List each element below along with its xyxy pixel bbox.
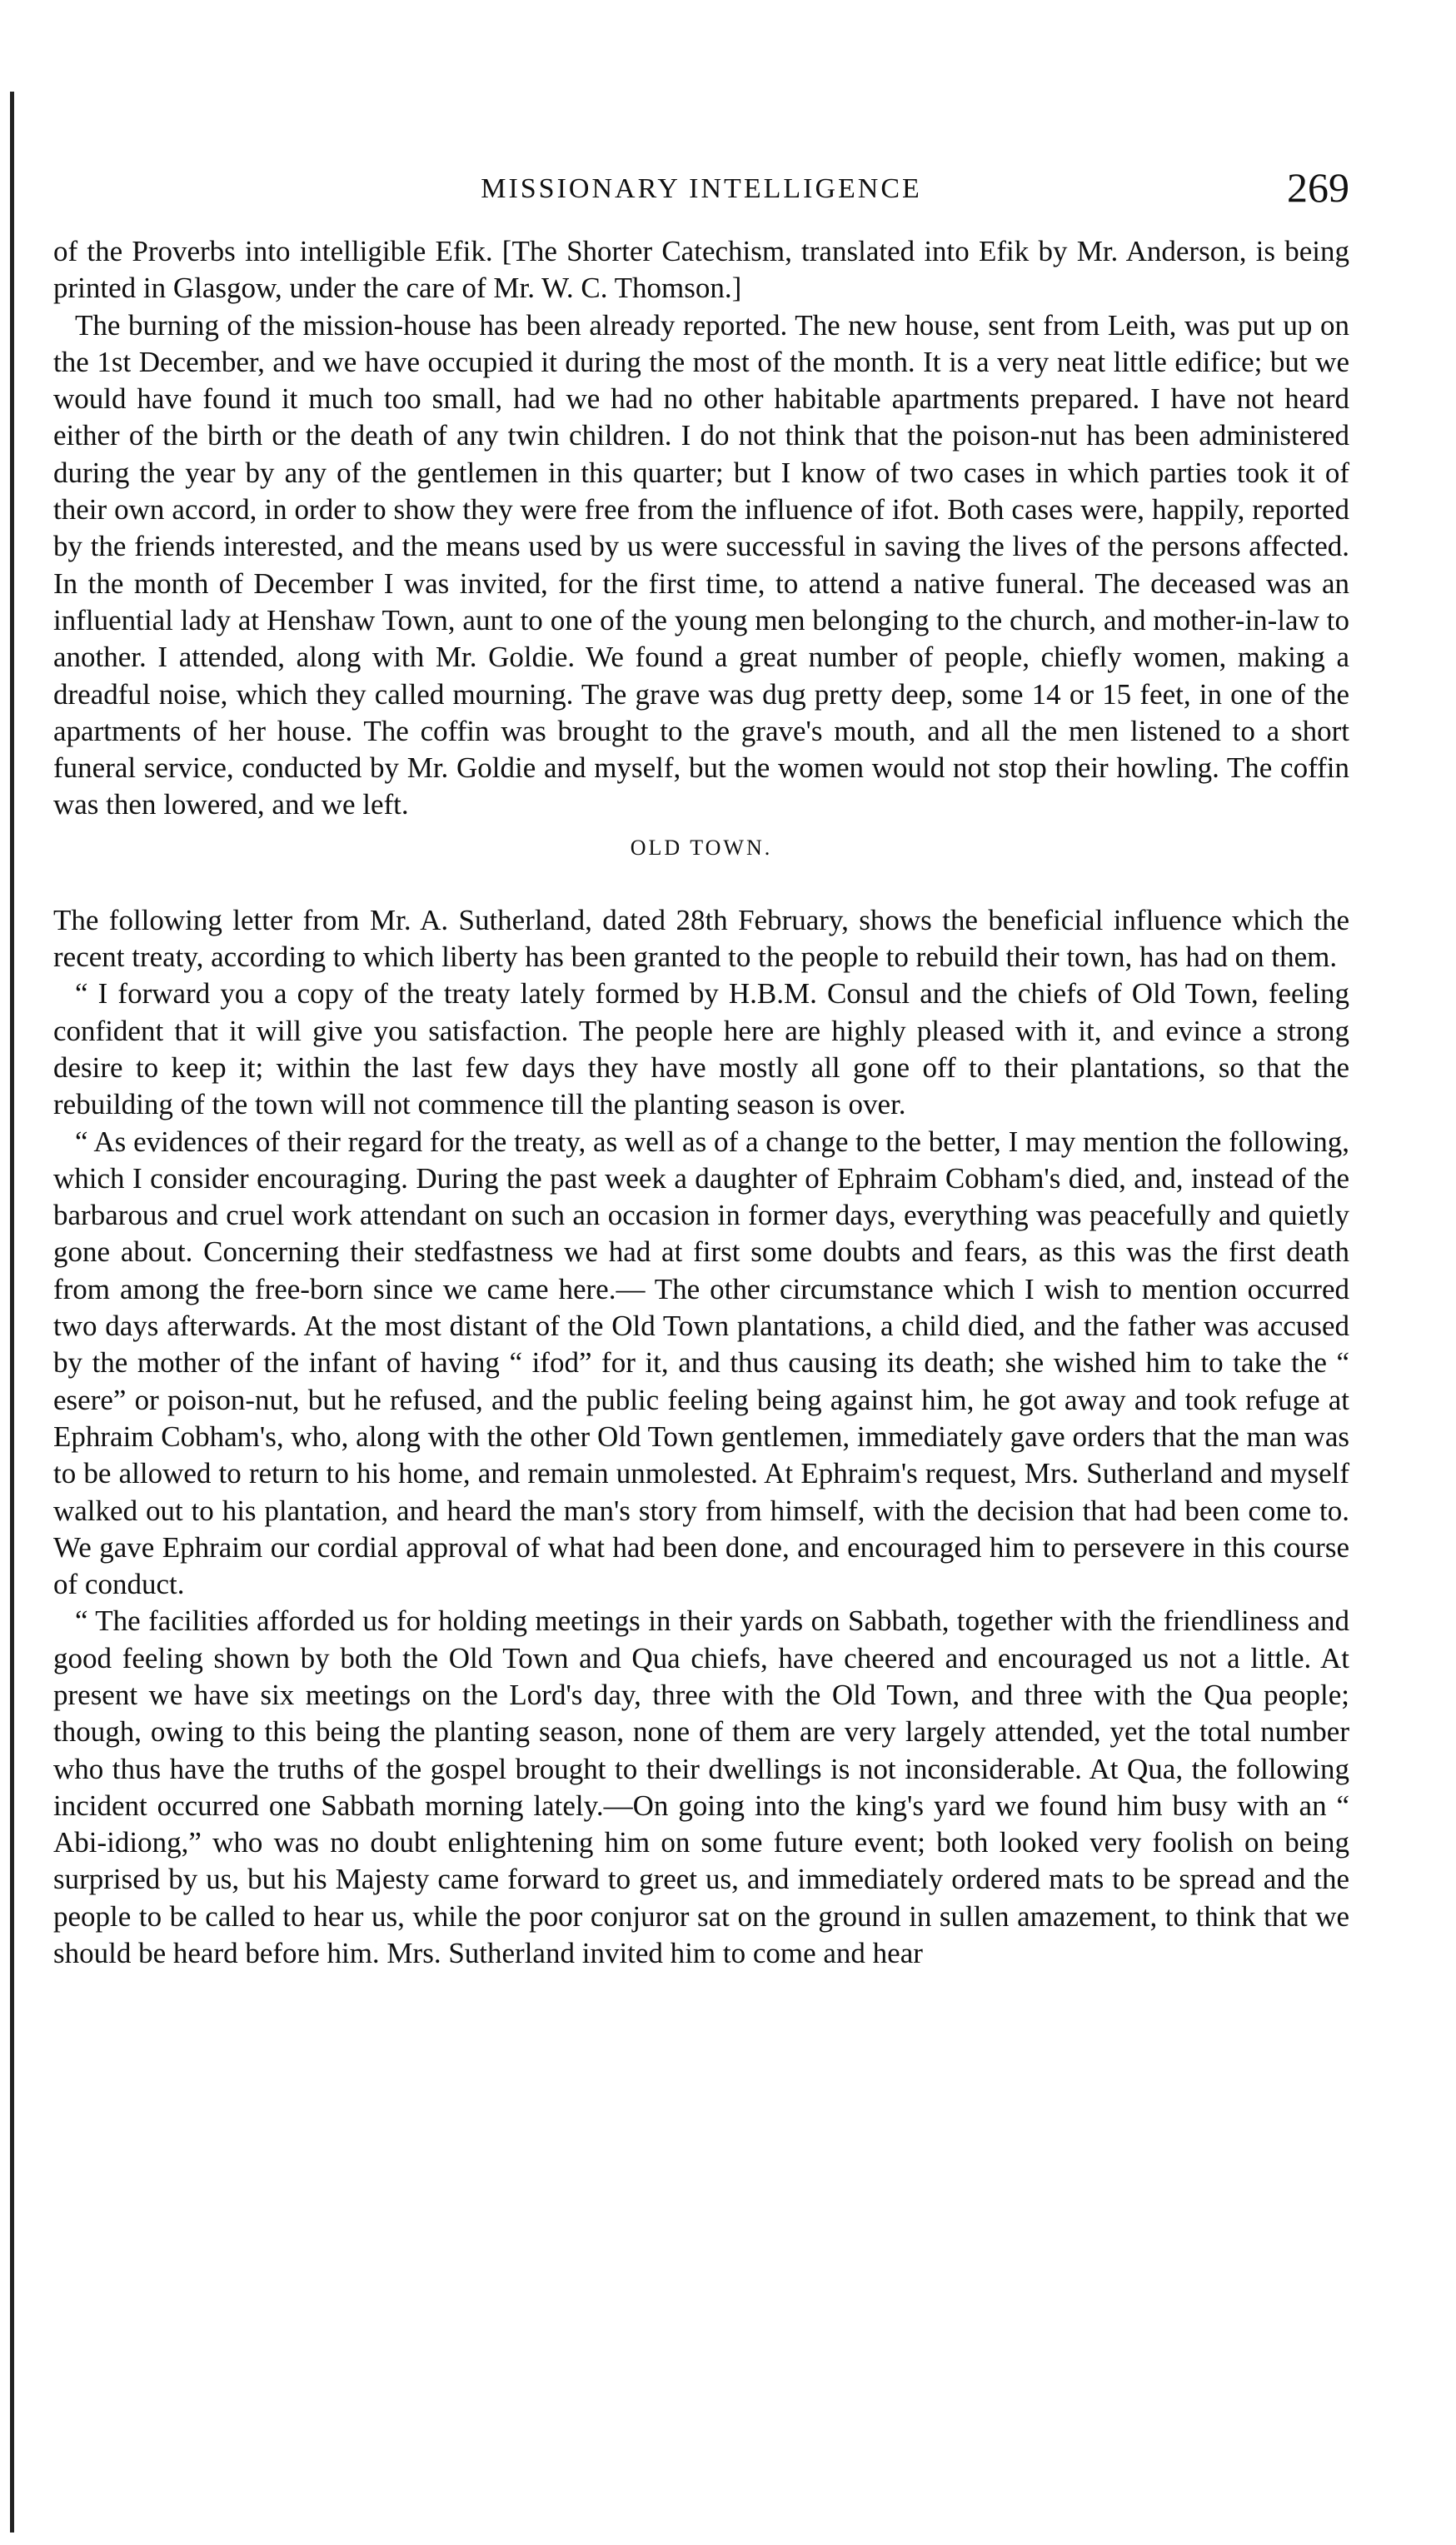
page-body bbox=[53, 233, 1349, 1972]
page-header bbox=[53, 158, 1349, 233]
paragraph-mission-house: The burning of the mission-house has been already reported. The new house, sent from Leith, was put up on the 1st December, and we have occupied it during the most of the month. It is a very neat little edifice; but we would have found it much too small, had we had no other habitable apartments prepared. I have not heard either of the birth or the death of any twin children. I do not think that the poison-nut has been administered during the year by any of the gentlemen in this quarter; but I know of two cases in which parties took it of their own accord, in order to show they were free from the influence of ifot. Both cases were, happily, reported by the friends interested, and the means used by us were successful in saving the lives of the persons affected. In the month of December I was invited, for the first time, to attend a native funeral. The deceased was an influential lady at Henshaw Town, aunt to one of the young men belonging to the church, and mother-in-law to another. I attended, along with Mr. Goldie. We found a great number of people, chiefly women, making a dreadful noise, which they called mourning. The grave was dug pretty deep, some 14 or 15 feet, in one of the apartments of her house. The coffin was brought to the grave's mouth, and all the men listened to a short funeral service, conducted by Mr. Goldie and myself, but the women would not stop their howling. The coffin was then lowered, and we left. bbox=[53, 308, 1349, 821]
paragraph-meetings: “ The facilities afforded us for holding meetings in their yards on Sabbath, together with the friendliness and good feeling shown by both the Old Town and Qua chiefs, have cheered and encouraged us not a little. At present we have six meetings on the Lord's day, three with the Old Town, and three with the Qua people; though, owing to this being the planting season, none of them are very largely attended, yet the total number who thus have the truths of the gospel brought to their dwellings is not inconsiderable. At Qua, the following incident occurred one Sabbath morning lately.—On going into the king's yard we found him busy with an “ Abi-idiong,” who was no doubt enlightening him on some future event; both looked very foolish on being surprised by us, but his Majesty came forward to greet us, and immediately ordered mats to be spread and the people to be called to hear us, while the poor conjuror sat on the ground in sullen amazement, to think that we should be heard before him. Mrs. Sutherland invited him to come and hear bbox=[53, 1604, 1349, 1970]
paragraph-letter-intro: The following letter from Mr. A. Sutherland, dated 28th February, shows the beneficial influence which the recent treaty, according to which liberty has been granted to the people to rebuild their town, has had on them. bbox=[53, 903, 1349, 974]
running-title: MISSIONARY INTELLIGENCE bbox=[481, 173, 922, 204]
page-number: 269 bbox=[1287, 164, 1349, 211]
page bbox=[53, 158, 1349, 1972]
paragraph-treaty: “ I forward you a copy of the treaty lately formed by H.B.M. Consul and the chiefs of Old Town, feeling confident that it will give you satisfaction. The people here are highly pleased with it, and evince a strong desire to keep it; within the last few days they have mostly all gone off to their plantations, so that the rebuilding of the town will not commence till the planting season is over. bbox=[53, 977, 1349, 1121]
paragraph-evidences: “ As evidences of their regard for the treaty, as well as of a change to the better, I may mention the following, which I consider encouraging. During the past week a daughter of Ephraim Cobham's died, and, instead of the barbarous and cruel work attendant on such an occasion in former days, everything was peacefully and quietly gone about. Concerning their stedfastness we had at first some doubts and fears, as this was the first death from among the free-born since we came here.— The other circumstance which I wish to mention occurred two days afterwards. At the most distant of the Old Town plantations, a child died, and the father was accused by the mother of the infant of having “ ifod” for it, and thus causing its death; she wished him to take the “ esere” or poison-nut, but he refused, and the public feeling being against him, he got away and took refuge at Ephraim Cobham's, who, along with the other Old Town gentlemen, immediately gave orders that the man was to be allowed to return to his home, and remain unmolested. At Ephraim's request, Mrs. Sutherland and myself walked out to his plantation, and heard the man's story from himself, with the decision that had been come to. We gave Ephraim our cordial approval of what had been done, and encouraged him to persevere in this course of conduct. bbox=[53, 1125, 1349, 1601]
section-heading: OLD TOWN. bbox=[630, 835, 773, 860]
continued-paragraph: of the Proverbs into intelligible Efik. [The Shorter Catechism, translated into Efik by Mr. Anderson, is being printed in Glasgow, under the care of Mr. W. C. Thomson.] bbox=[53, 235, 1349, 305]
left-margin-rule bbox=[10, 92, 14, 2533]
